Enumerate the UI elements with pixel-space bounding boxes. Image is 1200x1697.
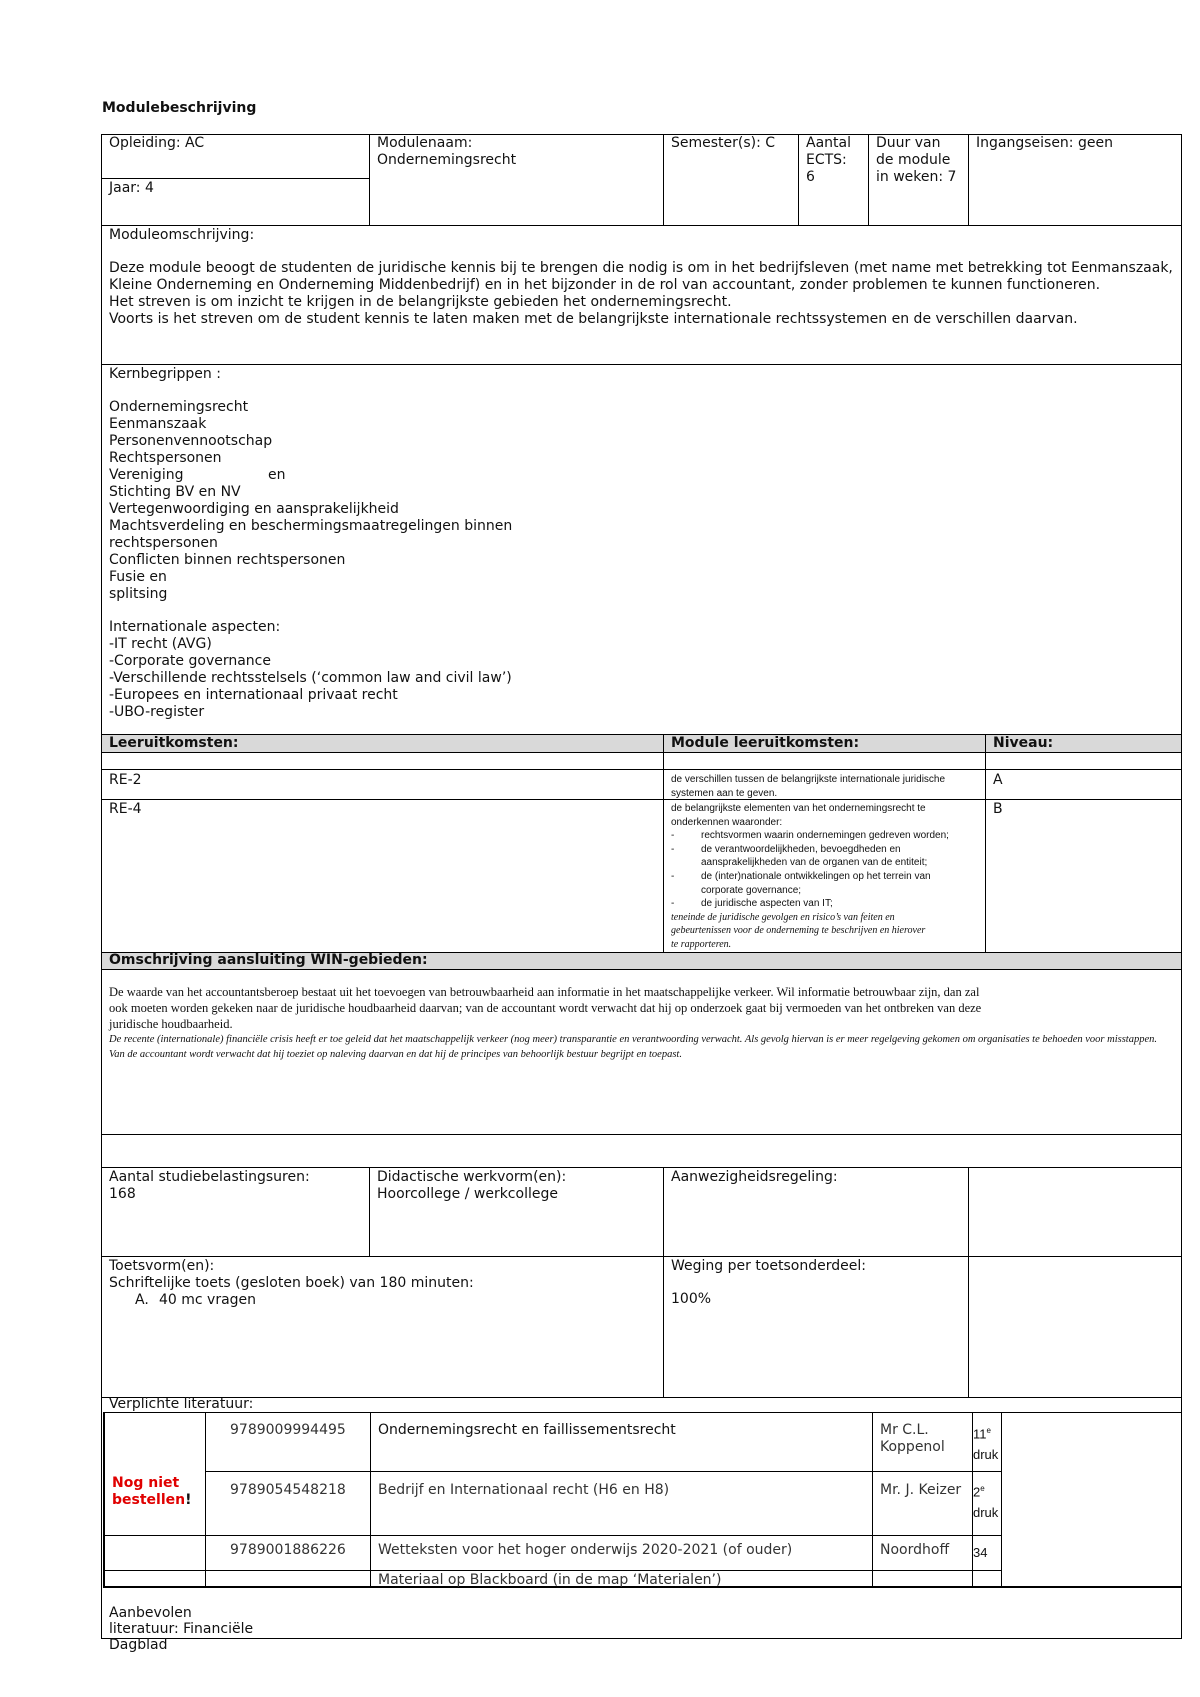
internationaal-list <box>109 636 1174 721</box>
literatuur-titel: Bedrijf en Internationaal recht (H6 en H8) <box>378 1482 670 1498</box>
leeruitkomsten-header: Leeruitkomsten: <box>109 735 239 751</box>
leeruitkomst-text <box>663 801 985 953</box>
toetsvorm-text: Schriftelijke toets (gesloten boek) van 180 minuten: <box>109 1275 474 1291</box>
omschrijving-content <box>101 226 1182 329</box>
document-title: Modulebeschrijving <box>102 100 257 116</box>
leeruitkomst-code: RE-2 <box>109 772 142 788</box>
werkvorm-value: Hoorcollege / werkcollege <box>377 1186 558 1202</box>
literatuur-note <box>103 1474 205 1510</box>
toetsvorm-item-text: 40 mc vragen <box>159 1292 257 1308</box>
list-item: Eenmanszaak <box>109 416 207 432</box>
leeruitkomst-tail: teneinde de juridische gevolgen en risico’s van feiten en gebeurtenissen voor de onderneming te beschrijven en hierover te rapporteren. <box>671 911 926 950</box>
literatuur-titel: Materiaal op Blackboard (in de map ‘Materialen’) <box>378 1572 722 1588</box>
semester: Semester(s): C <box>671 135 776 151</box>
literatuur-auteur: Mr. J. Keizer <box>880 1482 962 1498</box>
list-item: Personenvennootschap <box>109 433 273 449</box>
internationaal-label: Internationale aspecten: <box>109 619 281 635</box>
opleiding: Opleiding: AC <box>109 135 205 151</box>
literatuur-titel: Wetteksten voor het hoger onderwijs 2020-2021 (of ouder) <box>378 1542 793 1558</box>
leeruitkomst-bullets <box>671 829 961 911</box>
list-item: Ondernemingsrecht <box>109 399 249 415</box>
module-leeruitkomsten-header: Module leeruitkomsten: <box>671 735 860 751</box>
kernbegrippen-list <box>109 399 1174 603</box>
win-label: Omschrijving aansluiting WIN-gebieden: <box>109 952 428 968</box>
literatuur-druk <box>972 1479 1001 1521</box>
aanbevolen-literatuur: Aanbevolen literatuur: Financiële Dagblad <box>109 1605 254 1653</box>
nog-niet-bestellen-suffix: ! <box>185 1492 192 1508</box>
list-item: Machtsverdeling en beschermingsmaatregelingen binnen <box>109 518 513 534</box>
studiebelastingsuren: Aantal studiebelastingsuren: 168 <box>109 1169 310 1202</box>
weging <box>663 1257 968 1309</box>
literatuur-auteur: Noordhoff <box>880 1542 950 1558</box>
win-p2: De recente (internationale) financiële crisis heeft er toe geleid dat het maatschappelijk verkeer (nog meer) transparantie en verantwoording verwacht. Als gevolg hiervan is er meer regelgeving gekomen om organisaties te behoeden voor misstappen. Van de accountant wordt verwacht dat hij toeziet op naleving daarvan en dat hij de principes van behoorlijk bestuur begrijpt en toepast. <box>109 1034 1157 1060</box>
kernbegrippen-label: Kernbegrippen : <box>109 366 221 382</box>
druk-sup: e <box>980 1484 985 1493</box>
list-item: Stichting BV en NV <box>109 484 241 500</box>
toetsvorm-label: Toetsvorm(en): <box>109 1258 215 1274</box>
win-p1: De waarde van het accountantsberoep bestaat uit het toevoegen van betrouwbaarheid aan informatie in het maatschappelijke verkeer. Wil informatie betrouwbaar zijn, dan zal ook moeten worden gekeken naar de juridische houdbaarheid daarvan; van de accountant wordt verwacht dat hij op onderzoek gaat bij vermoeden van het ontbreken van deze juridische houdbaarheid. <box>109 985 982 1031</box>
ects: Aantal ECTS: 6 <box>806 135 851 185</box>
omschrijving-p2: Het streven is om inzicht te krijgen in de belangrijkste gebieden het ondernemingsrecht. <box>109 294 732 310</box>
omschrijving-p3: Voorts is het streven om de student kennis te laten maken met de belangrijkste internationale rechtssystemen en de verschillen daarvan. <box>109 311 1078 327</box>
list-item: Fusie en <box>109 569 167 585</box>
toetsvorm-item <box>109 1292 655 1309</box>
list-item: Vereniging en <box>109 467 286 483</box>
literatuur-isbn: 9789009994495 <box>230 1422 346 1438</box>
werkvorm <box>369 1168 663 1204</box>
weging-value: 100% <box>671 1291 712 1307</box>
list-item: - rechtsvormen waarin ondernemingen gedreven worden; <box>671 829 961 843</box>
literatuur-druk <box>972 1421 1001 1463</box>
list-item: -Corporate governance <box>109 653 271 669</box>
literatuur-druk: 34 <box>973 1545 988 1560</box>
list-item: -Verschillende rechtsstelsels (‘common law and civil law’) <box>109 670 512 686</box>
jaar: Jaar: 4 <box>109 180 154 196</box>
literatuur-isbn: 9789001886226 <box>230 1542 346 1558</box>
weging-label: Weging per toetsonderdeel: <box>671 1258 866 1274</box>
list-item: -IT recht (AVG) <box>109 636 212 652</box>
leeruitkomsten-table <box>101 734 1182 953</box>
kernbegrippen-content <box>101 365 1182 722</box>
druk-word: druk <box>973 1447 999 1463</box>
list-item: - de verantwoordelijkheden, bevoegdheden en aansprakelijkheden van de organen van de entiteit; <box>671 843 961 870</box>
ingangseisen: Ingangseisen: geen <box>976 135 1113 151</box>
nog-niet-bestellen: Nog niet bestellen <box>112 1475 186 1508</box>
toetsvorm <box>101 1257 663 1310</box>
leeruitkomst-text: de verschillen tussen de belangrijkste internationale juridische systemen aan te geven. <box>671 774 946 799</box>
list-item: -Europees en internationaal privaat recht <box>109 687 398 703</box>
omschrijving-p1: Deze module beoogt de studenten de juridische kennis bij te brengen die nodig is om in het bedrijfsleven (met name met betrekking tot Eenmanszaak, Kleine Onderneming en Onderneming Middenbedrijf) en in het bijzonder in de rol van accountant, zonder problemen te kunnen functioneren. <box>109 260 1173 293</box>
list-item: splitsing <box>109 586 168 602</box>
druk-word: druk <box>973 1505 999 1521</box>
list-item: rechtspersonen <box>109 535 218 551</box>
literatuur-titel: Ondernemingsrecht en faillissementsrecht <box>378 1422 676 1438</box>
leeruitkomst-intro: de belangrijkste elementen van het ondernemingsrecht te onderkennen waaronder: <box>671 803 926 828</box>
literatuur-auteur: Mr C.L. Koppenol <box>880 1422 945 1455</box>
modulenaam-label: Modulenaam: <box>377 135 473 151</box>
list-item: - de (inter)nationale ontwikkelingen op het terrein van corporate governance; <box>671 870 961 897</box>
aanwezigheidsregeling: Aanwezigheidsregeling: <box>671 1169 838 1185</box>
blank-row <box>101 1134 1182 1168</box>
druk-sup: e <box>986 1426 991 1435</box>
druk-num: 2 <box>973 1484 981 1500</box>
leeruitkomst-niveau: A <box>993 772 1003 788</box>
list-item: -UBO-register <box>109 704 205 720</box>
list-item: Conflicten binnen rechtspersonen <box>109 552 346 568</box>
druk-num: 11 <box>973 1426 987 1442</box>
modulenaam-value: Ondernemingsrecht <box>377 152 517 168</box>
duur: Duur van de module in weken: 7 <box>876 135 957 185</box>
win-content <box>101 983 1182 1063</box>
toetsvorm-item-marker: A. <box>135 1292 149 1308</box>
leeruitkomst-niveau: B <box>993 801 1003 817</box>
omschrijving-label: Moduleomschrijving: <box>109 227 255 243</box>
werkvorm-label: Didactische werkvorm(en): <box>377 1169 567 1185</box>
modulenaam <box>369 134 663 170</box>
list-item: Rechtspersonen <box>109 450 222 466</box>
niveau-header: Niveau: <box>993 735 1054 751</box>
list-item: - de juridische aspecten van IT; <box>671 897 961 911</box>
literatuur-isbn: 9789054548218 <box>230 1482 346 1498</box>
literatuur-label: Verplichte literatuur: <box>109 1396 254 1412</box>
list-item: Vertegenwoordiging en aansprakelijkheid <box>109 501 399 517</box>
leeruitkomst-code: RE-4 <box>109 801 142 817</box>
